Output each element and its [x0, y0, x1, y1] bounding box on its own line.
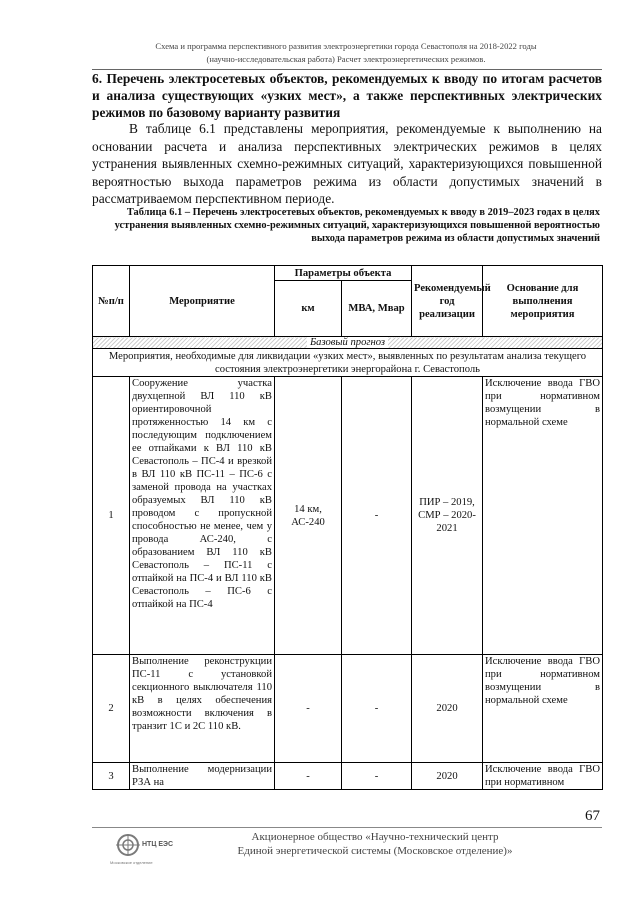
header-km: км: [275, 281, 342, 337]
running-header-line-1: Схема и программа перспективного развития электроэнергетики города Севастополя на 2018-2022 годы: [155, 41, 537, 51]
row-km: 14 км, АС-240: [275, 377, 342, 655]
row-measure: Сооружение участка двухцепной ВЛ 110 кВ ориентировочной протяженностью 14 км с последующим подключением ее отпайками к ВЛ 110 кВ Севастополь – ПС-4 и врезкой в ВЛ 110 кВ ПС-11 – ПС-6 с заменой провода на участках образуемых ВЛ 110 кВ проводом с пропускной способностью не менее, чем у провода АС-240, с образованием ВЛ 110 кВ Севастополь – ПС-11 с отпайкой на ПС-4 и ВЛ 110 кВ Севастополь – ПС-6 с отпайкой на ПС-4: [130, 377, 275, 655]
table-row: [93, 377, 603, 655]
row-mva: -: [342, 377, 412, 655]
header-measure: Мероприятие: [130, 266, 275, 337]
logo-subtext: Московское отделение: [110, 860, 153, 865]
row-num: 3: [93, 763, 130, 790]
row-year: 2020: [412, 763, 483, 790]
row-mva: -: [342, 655, 412, 763]
row-mva: -: [342, 763, 412, 790]
intro-paragraph: В таблице 6.1 представлены мероприятия, рекомендуемые к выполнению на основании расчета и анализа перспективных электрических режимов в целях устранения выявленных схемно-режимных ситуаций, характеризующихся повышенной вероятностью выхода параметров режима из области допустимых значений в рассматриваемом перспективном периоде.: [92, 121, 602, 206]
row-measure: Выполнение модернизации РЗА на: [130, 763, 275, 790]
page-number: 67: [585, 808, 600, 824]
baseline-row: [93, 337, 603, 349]
measures-table: [92, 265, 603, 790]
table-caption: Таблица 6.1 – Перечень электросетевых объектов, рекомендуемых к вводу в 2019–2023 годах в целях устранения выявленных схемно-режимных ситуаций, характеризующихся повышенной вероятностью выхода параметров режима из области допустимых значений: [114, 207, 600, 244]
ntc-ees-logo: [106, 832, 174, 868]
row-km: -: [275, 655, 342, 763]
subsection-row: Мероприятия, необходимые для ликвидации «узких мест», выявленных по результатам анализа текущего состояния электроэнергетики энергорайона г. Севастополь: [93, 349, 603, 377]
footer-line-1: Акционерное общество «Научно-технический центр: [251, 831, 499, 843]
footer-divider: [92, 827, 602, 828]
header-year: Рекомендуемый год реализации: [412, 266, 483, 337]
baseline-label: Базовый прогноз: [307, 337, 388, 348]
footer-line-2: Единой энергетической системы (Московское отделение)»: [237, 845, 513, 857]
header-basis: Основание для выполнения мероприятия: [483, 266, 603, 337]
row-measure: Выполнение реконструкции ПС-11 с установкой секционного выключателя 110 кВ в целях обеспечения возможности включения в транзит 1С и 2С 110 кВ.: [130, 655, 275, 763]
row-basis: Исключение ввода ГВО при нормативном возмущении в нормальной схеме: [483, 655, 603, 763]
row-basis: Исключение ввода ГВО при нормативном: [483, 763, 603, 790]
header-mva: МВА, Мвар: [342, 281, 412, 337]
running-header-line-2: (научно-исследовательская работа) Расчет электроэнергетических режимов.: [206, 54, 486, 64]
section-title: 6. Перечень электросетевых объектов, рекомендуемых к вводу по итогам расчетов и анализа существующих «узких мест», а также перспективных электрических режимов по базовому варианту развития: [92, 71, 602, 120]
row-num: 1: [93, 377, 130, 655]
table-row: [93, 655, 603, 763]
header-params: Параметры объекта: [275, 266, 412, 281]
logo-text: НТЦ ЕЭС: [142, 841, 174, 848]
row-year: 2020: [412, 655, 483, 763]
row-year: ПИР – 2019, СМР – 2020-2021: [412, 377, 483, 655]
header-num: №п/п: [93, 266, 130, 337]
row-num: 2: [93, 655, 130, 763]
table-row: [93, 763, 603, 790]
row-basis: Исключение ввода ГВО при нормативном возмущении в нормальной схеме: [483, 377, 603, 655]
row-km: -: [275, 763, 342, 790]
